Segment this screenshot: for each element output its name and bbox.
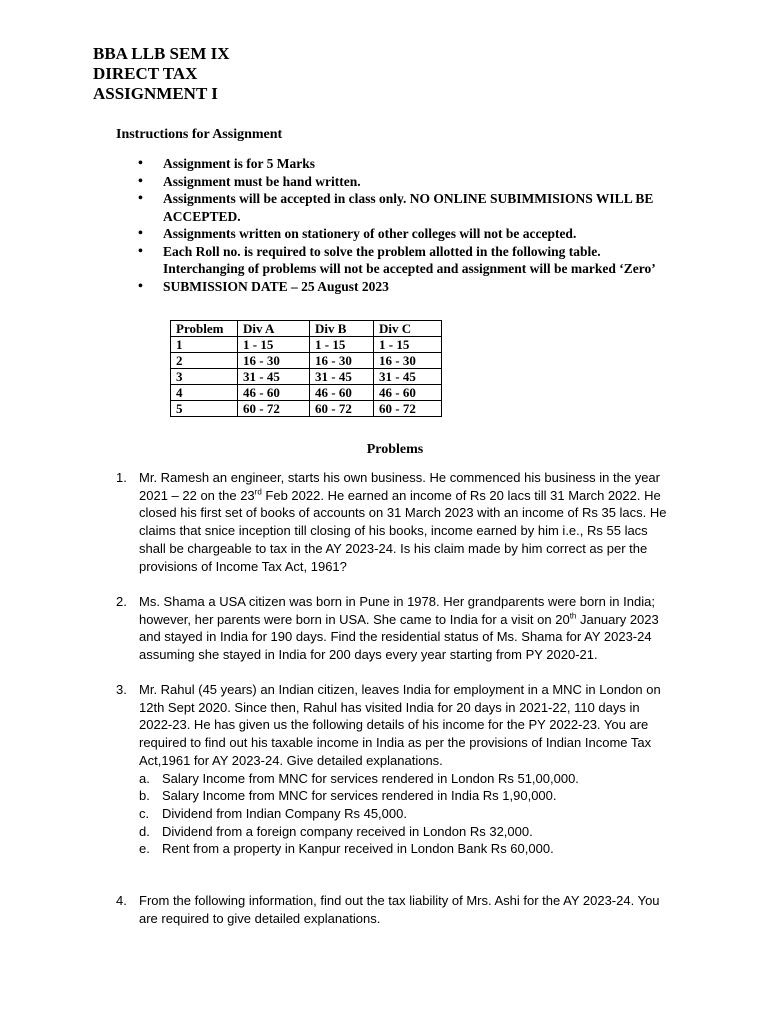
instruction-item: • Assignments written on stationery of other colleges will not be accepted.	[138, 225, 668, 243]
table-cell: 3	[171, 369, 238, 385]
allocation-table	[170, 320, 442, 417]
list-item: d. Dividend from a foreign company received in London Rs 32,000.	[139, 823, 533, 839]
problem-text: Mr. Ramesh an engineer, starts his own business. He commenced his business in the year 2021 – 22 on the 23rd Feb 2022. He earned an income of Rs 20 lacs till 31 March 2022. He closed his first set of books of accounts on 31 March 2023 with an income of Rs 35 lacs. He claims that snice inception till closing of his books, income earned by him i.e., Rs 55 lacs shall be chargeable to tax in the AY 2023-24. Is his claim made by him correct as per the provisions of Income Tax Act, 1961?	[139, 470, 667, 574]
column-header: Div A	[238, 321, 310, 337]
problem-number: 1.	[116, 470, 127, 485]
table-cell: 46 - 60	[374, 385, 442, 401]
problem-number: 4.	[116, 893, 127, 908]
income-details-list	[139, 770, 676, 859]
table-cell: 31 - 45	[238, 369, 310, 385]
table-header-row	[171, 321, 442, 337]
subject-title: DIRECT TAX	[93, 64, 198, 83]
table-row	[171, 401, 442, 417]
table-cell: 1	[171, 337, 238, 353]
instruction-item: • Assignment is for 5 Marks	[138, 155, 668, 173]
table-cell: 16 - 30	[310, 353, 374, 369]
column-header: Problem	[171, 321, 238, 337]
table-cell: 1 - 15	[310, 337, 374, 353]
table-cell: 31 - 45	[374, 369, 442, 385]
problems-title: Problems	[366, 442, 424, 457]
table-cell: 60 - 72	[310, 401, 374, 417]
table-row	[171, 385, 442, 401]
table-row	[171, 369, 442, 385]
problem-text: Mr. Rahul (45 years) an Indian citizen, leaves India for employment in a MNC in London on 12th Sept 2020. Since then, Rahul has visited India for 20 days in 2021-22, 110 days in 2022-23. He has given us the following details of his income for the PY 2022-23. You are required to find out his taxable income in India as per the provisions of Indian Income Tax Act,1961 for AY 2023-24. Give detailed explanations.	[139, 682, 661, 768]
course-title: BBA LLB SEM IX	[93, 44, 230, 63]
instructions-list	[138, 155, 668, 295]
instruction-item: • Assignment must be hand written.	[138, 173, 668, 191]
table-row	[171, 353, 442, 369]
table-cell: 46 - 60	[310, 385, 374, 401]
problem-text: Ms. Shama a USA citizen was born in Pune in 1978. Her grandparents were born in India; however, her parents were born in USA. She came to India for a visit on 20th January 2023 and stayed in India for 190 days. Find the residential status of Ms. Shama for AY 2023-24 assuming she stayed in India for 200 days every year starting from PY 2020-21.	[139, 594, 659, 663]
list-item: a. Salary Income from MNC for services rendered in London Rs 51,00,000.	[139, 770, 579, 786]
problem-4	[116, 892, 676, 927]
table-cell: 60 - 72	[238, 401, 310, 417]
assignment-title: ASSIGNMENT I	[93, 84, 218, 103]
table-cell: 1 - 15	[238, 337, 310, 353]
instructions-title: Instructions for Assignment	[116, 127, 283, 142]
table-cell: 16 - 30	[374, 353, 442, 369]
problem-number: 2.	[116, 594, 127, 609]
table-cell: 4	[171, 385, 238, 401]
problem-3	[116, 681, 676, 858]
problem-2	[116, 593, 676, 664]
column-header: Div C	[374, 321, 442, 337]
list-item: e. Rent from a property in Kanpur received in London Bank Rs 60,000.	[139, 841, 554, 857]
instruction-item: • Assignments will be accepted in class only. NO ONLINE SUBIMMISIONS WILL BE ACCEPTED.	[138, 190, 668, 225]
problem-1	[116, 469, 676, 575]
table-cell: 46 - 60	[238, 385, 310, 401]
column-header: Div B	[310, 321, 374, 337]
list-item: c. Dividend from Indian Company Rs 45,000.	[139, 805, 407, 821]
table-row	[171, 337, 442, 353]
instruction-item: • Each Roll no. is required to solve the problem allotted in the following table. Interchanging of problems will not be accepted and assignment will be marked ‘Zero’	[138, 243, 668, 278]
table-cell: 31 - 45	[310, 369, 374, 385]
table-cell: 2	[171, 353, 238, 369]
list-item: b. Salary Income from MNC for services rendered in India Rs 1,90,000.	[139, 788, 557, 804]
table-cell: 60 - 72	[374, 401, 442, 417]
table-cell: 1 - 15	[374, 337, 442, 353]
instruction-item: • SUBMISSION DATE – 25 August 2023	[138, 278, 668, 296]
document-header	[93, 44, 230, 104]
table-cell: 16 - 30	[238, 353, 310, 369]
problem-text: From the following information, find out the tax liability of Mrs. Ashi for the AY 2023-24. You are required to give detailed explanations.	[139, 893, 660, 926]
table-cell: 5	[171, 401, 238, 417]
problem-number: 3.	[116, 682, 127, 697]
